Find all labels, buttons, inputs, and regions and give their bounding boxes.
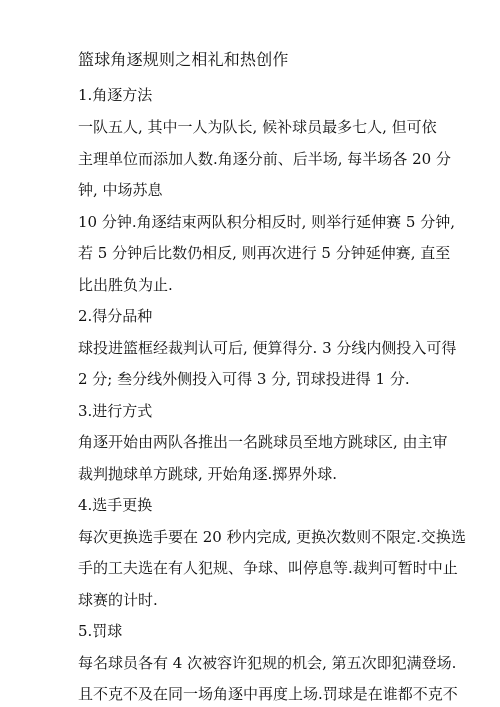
- paragraph-line: 若 5 分钟后比数仍相反, 则再次进行 5 分钟延伸赛, 直至: [78, 244, 451, 262]
- paragraph-line: 主理单位而添加人数.角逐分前、后半场, 每半场各 20 分: [78, 150, 451, 168]
- paragraph-line: 裁判抛球单方跳球, 开始角逐.掷界外球.: [78, 465, 338, 483]
- section-heading-scoring: 2.得分品种: [78, 307, 153, 325]
- paragraph-line: 比出胜负为止.: [78, 276, 173, 294]
- paragraph-line: 每次更换选手要在 20 秒内完成, 更换次数则不限定.交换选: [78, 528, 466, 546]
- paragraph-line: 钟, 中场苏息: [78, 181, 163, 199]
- paragraph-line: 球投进篮框经裁判认可后, 便算得分. 3 分线内侧投入可得: [78, 339, 457, 357]
- section-heading-substitution: 4.选手更换: [78, 496, 153, 514]
- section-heading-method: 1.角逐方法: [78, 86, 153, 104]
- section-heading-free-throw: 5.罚球: [78, 622, 123, 640]
- section-heading-procedure: 3.进行方式: [78, 402, 153, 420]
- paragraph-line: 每名球员各有 4 次被容许犯规的机会, 第五次即犯满登场.: [78, 654, 457, 672]
- paragraph-line: 且不克不及在同一场角逐中再度上场.罚球是在谁都不克不: [78, 685, 458, 703]
- paragraph-line: 10 分钟.角逐结束两队积分相反时, 则举行延伸赛 5 分钟,: [78, 213, 456, 231]
- document-title: 篮球角逐规则之相礼和热创作: [78, 50, 289, 69]
- paragraph-line: 2 分; 叁分线外侧投入可得 3 分, 罚球投进得 1 分.: [78, 370, 410, 388]
- paragraph-line: 一队五人, 其中一人为队长, 候补球员最多七人, 但可依: [78, 118, 437, 136]
- paragraph-line: 角逐开始由两队各推出一名跳球员至地方跳球区, 由主审: [78, 433, 448, 451]
- paragraph-line: 球赛的计时.: [78, 591, 158, 609]
- paragraph-line: 手的工夫选在有人犯规、争球、叫停息等.裁判可暂时中止: [78, 559, 458, 577]
